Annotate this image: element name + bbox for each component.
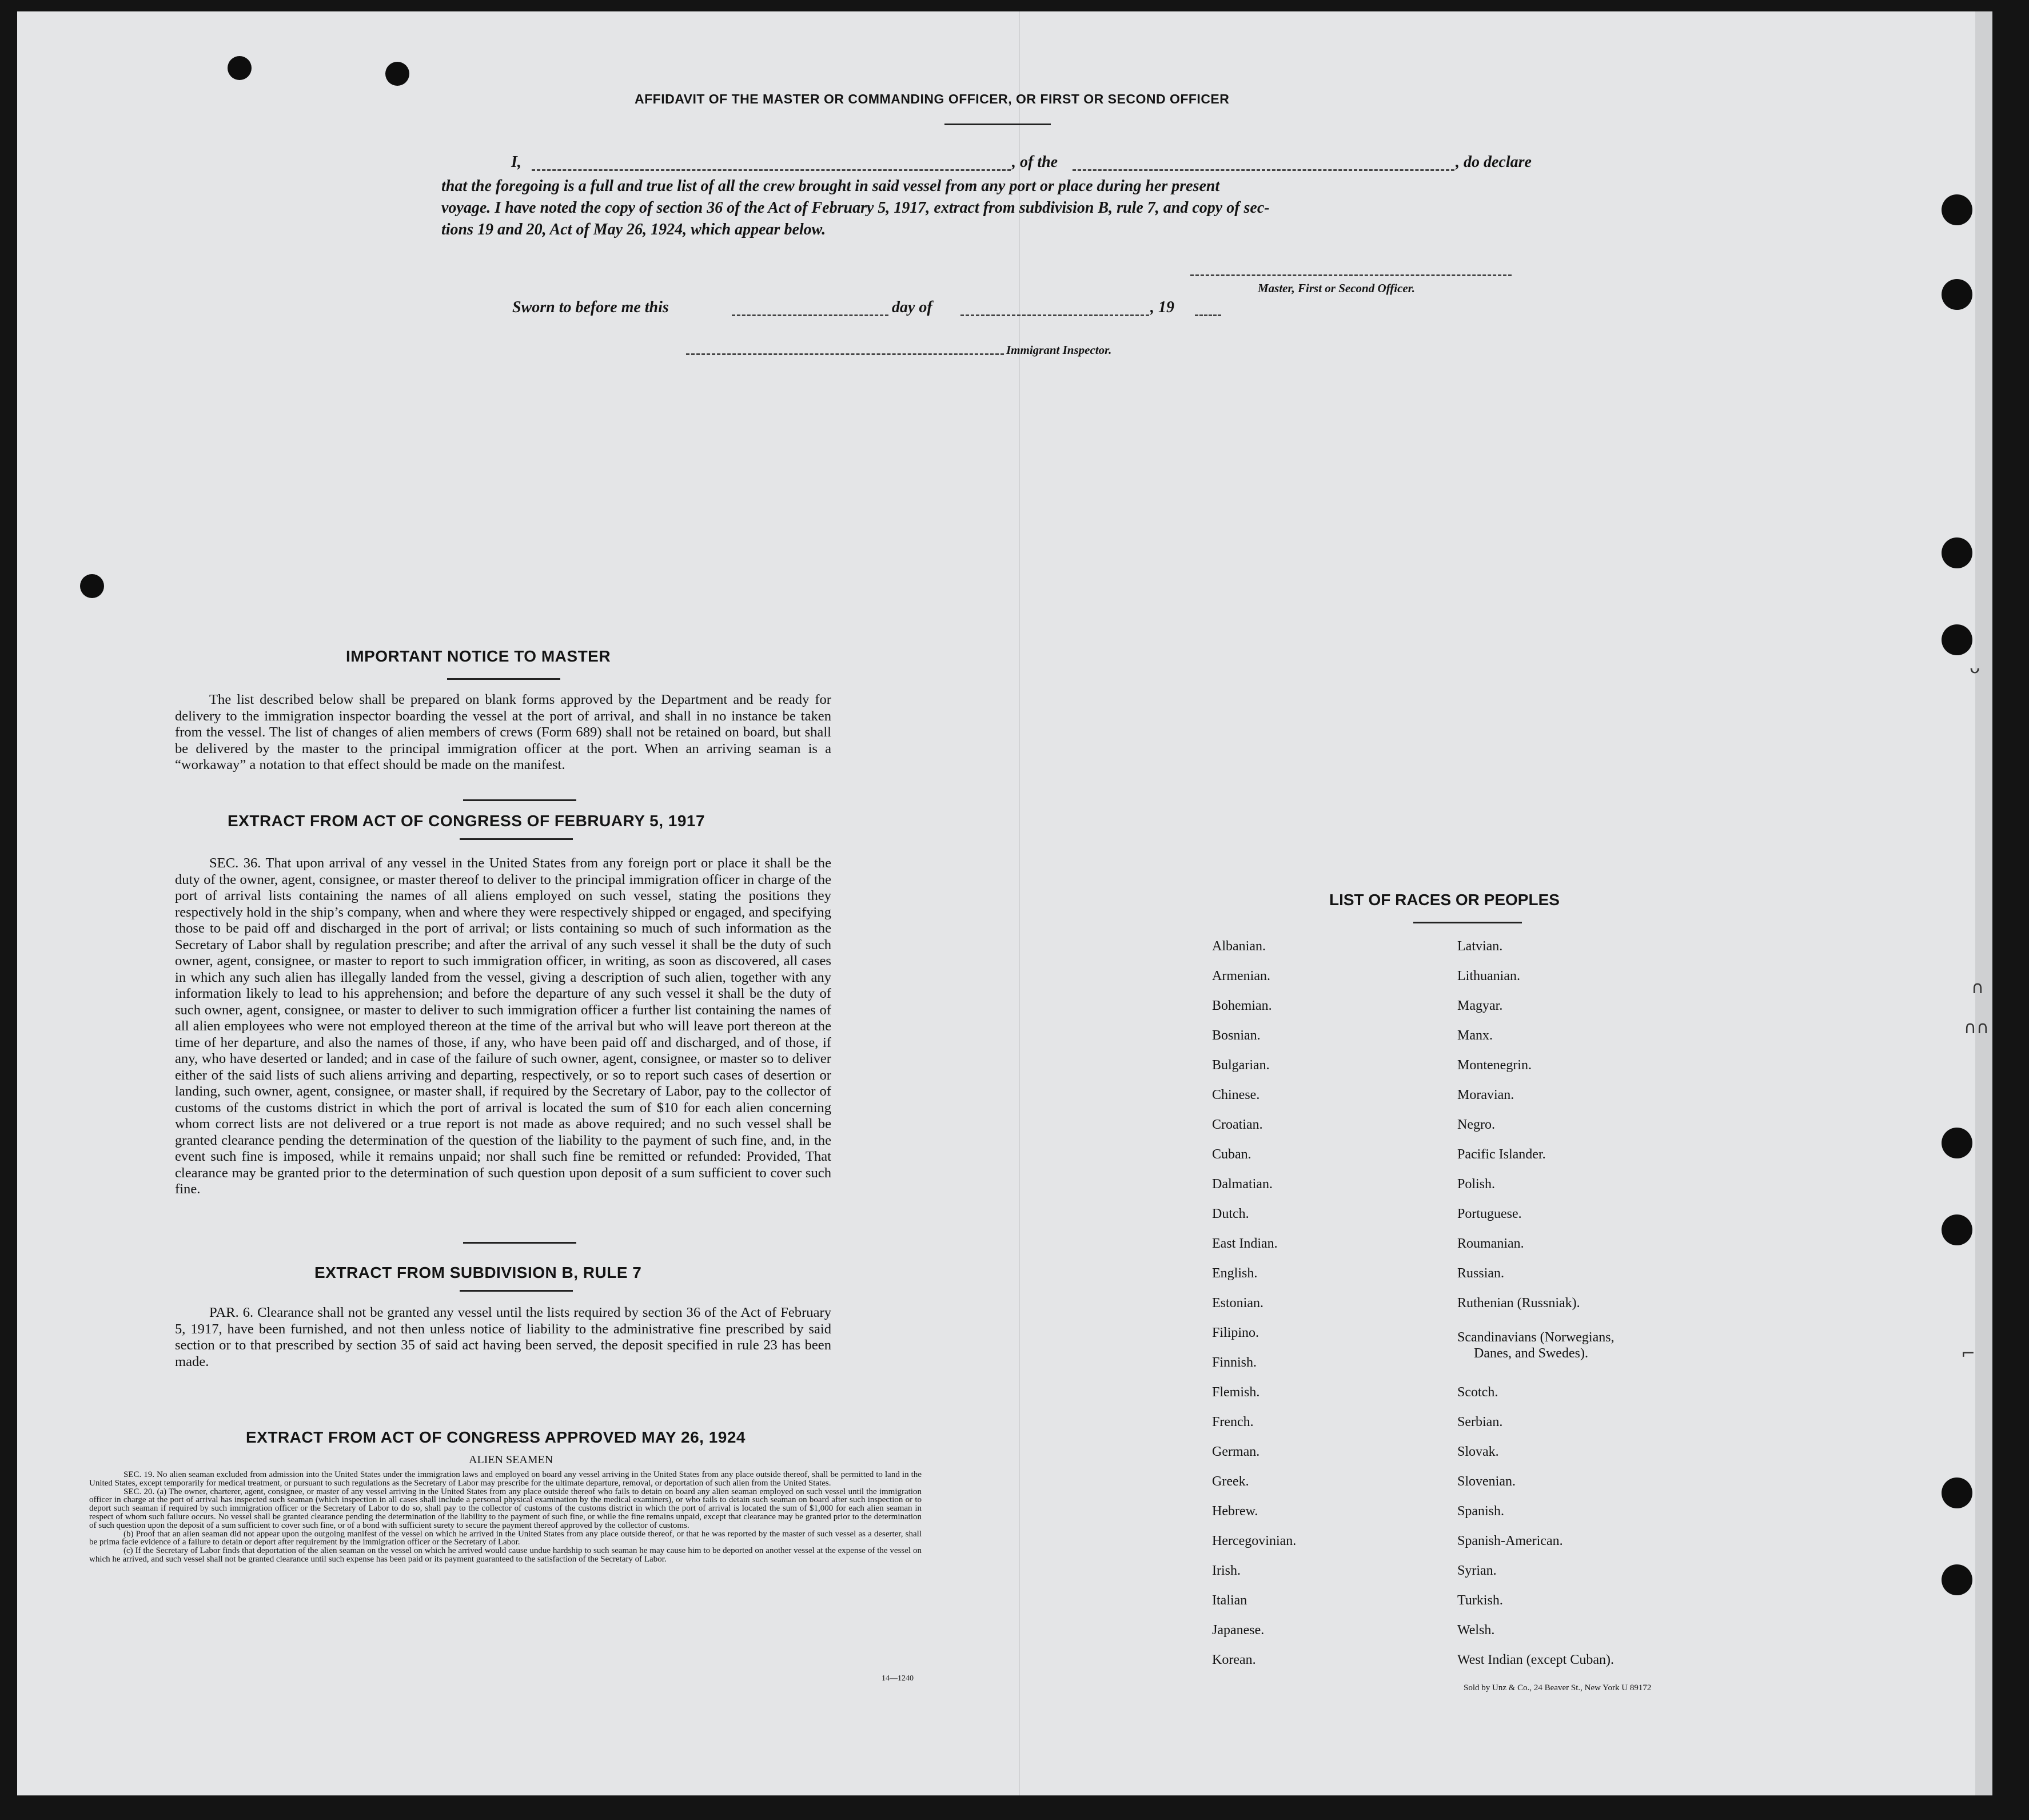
sec20c-text: (c) If the Secretary of Labor finds that deportation of the alien seaman on the vessel on which he arrived would cause undue hardship to such seaman he may cause him to be deported on another vessel at the expense of the vessel on which he arrived, and such vessel shall not be granted clearance until such expense has been paid or its payment guaranteed to the satisfaction of the Secretary of Labor. bbox=[89, 1546, 922, 1564]
master-caption: Master, First or Second Officer. bbox=[1258, 281, 1415, 295]
margin-mark: ⌐ bbox=[1961, 1344, 1976, 1364]
race-item: Bohemian. bbox=[1212, 998, 1272, 1013]
race-item: Irish. bbox=[1212, 1563, 1241, 1578]
punch-hole bbox=[1942, 1564, 1972, 1595]
sworn-month-field[interactable] bbox=[960, 314, 1149, 316]
race-item: Estonian. bbox=[1212, 1296, 1263, 1311]
section-divider bbox=[463, 799, 576, 801]
race-item: Dalmatian. bbox=[1212, 1177, 1273, 1192]
sec20a-text: SEC. 20. (a) The owner, charterer, agent, consignee, or master of any vessel arriving in the United States from any place outside thereof who fails to detain on board any alien seaman employed on such vessel until the immigration officer in charge at the port of arrival has inspected such seaman (which inspection in all cases shall include a personal physical examination by the medical examiners), or who fails to detain such seaman on board after such inspection or to deport such seaman if required by such immigration officer or the Secretary of Labor to do so, shall pay to the collector of customs of the customs district in which the port of arrival is located the sum of $1,000 for each alien seaman in respect of whom such failure occurs. No vessel shall be granted clearance pending the determination of the liability to the payment of such fine, or while the fine remains unpaid, except that clearance may be granted prior to the determination of such question upon the deposit of a sum sufficient to cover such fine, or of a bond with sufficient surety to secure the payment thereof approved by the collector of customs. bbox=[89, 1487, 922, 1530]
year-label: , 19 bbox=[1150, 298, 1174, 316]
extract-1924-block bbox=[89, 1471, 922, 1564]
race-item: Pacific Islander. bbox=[1457, 1147, 1546, 1162]
races-rule bbox=[1413, 922, 1522, 923]
race-item: Korean. bbox=[1212, 1652, 1256, 1667]
punch-hole bbox=[1942, 537, 1972, 568]
race-item: Danes, and Swedes). bbox=[1474, 1346, 1588, 1361]
race-item: Flemish. bbox=[1212, 1385, 1260, 1400]
punch-hole bbox=[228, 56, 252, 80]
extract-1924-title: EXTRACT FROM ACT OF CONGRESS APPROVED MAY 26, 1924 bbox=[246, 1428, 746, 1446]
notice-text-block bbox=[175, 692, 831, 774]
notice-text: The list described below shall be prepared on blank forms approved by the Department and be ready for delivery to the immigration inspector boarding the vessel at the port of arrival, and shall in no instance be taken from the vessel. The list of changes of alien members of crews (Form 689) shall not be retained on board, but shall be delivered by the master to the principal immigration officer at the port. When an arriving seaman is a “workaway” a notation to that effect should be made on the manifest. bbox=[175, 692, 831, 772]
race-item: Croatian. bbox=[1212, 1117, 1263, 1132]
race-item: Bosnian. bbox=[1212, 1028, 1261, 1043]
sworn-day-field[interactable] bbox=[732, 314, 888, 316]
race-item: East Indian. bbox=[1212, 1236, 1278, 1251]
inspector-signature-field[interactable] bbox=[686, 353, 1004, 355]
extract-1917-text: SEC. 36. That upon arrival of any vessel in the United States from any foreign port or place it shall be the duty of the owner, agent, consignee, or master thereof to deliver to the principal immigration officer in charge of the port of arrival lists containing the names of all aliens employed on such vessel, stating the positions they respectively hold in the ship’s company, when and where they were respectively shipped or engaged, and specifying those to be paid off and discharged in the port of arrival; or lists containing so much of such information as the Secretary of Labor shall by regulation prescribe; and after the arrival of any such vessel it shall be the duty of such owner, agent, consignee, or master to report to such immigration officer, in writing, as soon as discovered, all cases in which any such alien has illegally landed from the vessel, giving a description of such alien, together with any information likely to lead to his apprehension; and before the departure of any such vessel it shall be the duty of such owner, agent, consignee, or master to deliver to such immigration officer a further list containing the names of all alien employees who were not employed thereon at the time of the arrival but who will leave port thereon at the time of her departure, and also the names of those, if any, who have been paid off and discharged, and of those, if any, who have deserted or landed; and in case of the failure of such owner, agent, consignee, or master so to deliver either of the said lists of such aliens arriving and departing, respectively, or so to report such cases of desertion or landing, such owner, agent, consignee, or master shall, if required by the Secretary of Labor, pay to the collector of customs of the customs district in which the port of arrival is located the sum of $10 for each alien concerning whom correct lists are not delivered or a true report is not made as above required; and no such vessel shall be granted clearance pending the determination of the question of the liability to the payment of such fine, and, in the event such fine is imposed, while it remains unpaid; nor shall such fine be remitted or refunded: Provided, That clearance may be granted prior to the determination of such question upon deposit of a sum sufficient to cover such fine. bbox=[175, 855, 831, 1197]
margin-mark: ∩∩ bbox=[1964, 1018, 1989, 1038]
race-item: Ruthenian (Russniak). bbox=[1457, 1296, 1580, 1311]
affidavit-i-label: I, bbox=[511, 153, 521, 171]
punch-hole bbox=[1942, 1214, 1972, 1245]
sec19-text: SEC. 19. No alien seaman excluded from admission into the United States under the immigration laws and employed on board any vessel arriving in the United States from any place outside thereof, shall be permitted to land in the United States, except temporarily for medical treatment, or pursuant to such regulations as the Secretary of Labor may prescribe for the ultimate departure, removal, or deportation of such alien from the United States. bbox=[89, 1470, 922, 1488]
center-fold bbox=[1019, 11, 1020, 1795]
race-item: Negro. bbox=[1457, 1117, 1495, 1132]
margin-mark: ᴗ bbox=[1970, 658, 1980, 678]
race-item: Dutch. bbox=[1212, 1206, 1249, 1221]
race-item: Turkish. bbox=[1457, 1593, 1503, 1608]
extract-rule7-title: EXTRACT FROM SUBDIVISION B, RULE 7 bbox=[314, 1264, 642, 1281]
race-item: German. bbox=[1212, 1444, 1260, 1459]
race-item: Moravian. bbox=[1457, 1088, 1514, 1102]
sworn-year-field[interactable] bbox=[1195, 314, 1221, 316]
page-edge bbox=[1975, 11, 1992, 1795]
sec20b-text: (b) Proof that an alien seaman did not appear upon the outgoing manifest of the vessel on which he arrived in the United States from any place outside thereof, or that he was reported by the master of such vessel as a deserter, shall be prima facie evidence of a failure to detain or deport after requirement by the immigration officer or the Secretary of Labor. bbox=[89, 1529, 922, 1547]
race-item: Filipino. bbox=[1212, 1325, 1259, 1340]
race-item: Japanese. bbox=[1212, 1623, 1265, 1638]
race-item: Greek. bbox=[1212, 1474, 1249, 1489]
title-rule bbox=[944, 124, 1051, 125]
race-item: Hercegovinian. bbox=[1212, 1534, 1297, 1548]
race-item: Italian bbox=[1212, 1593, 1247, 1608]
race-item: Bulgarian. bbox=[1212, 1058, 1270, 1073]
extract-1917-title: EXTRACT FROM ACT OF CONGRESS OF FEBRUARY 5, 1917 bbox=[228, 812, 705, 830]
race-item: Slovak. bbox=[1457, 1444, 1499, 1459]
day-of-label: day of bbox=[892, 298, 932, 316]
form-page bbox=[17, 11, 1992, 1795]
race-item: English. bbox=[1212, 1266, 1258, 1281]
punch-hole bbox=[1942, 1477, 1972, 1508]
race-item: West Indian (except Cuban). bbox=[1457, 1652, 1614, 1667]
race-item: Magyar. bbox=[1457, 998, 1503, 1013]
affidavit-body-line: voyage. I have noted the copy of section 36 of the Act of February 5, 1917, extract from subdivision B, rule 7, and copy of sec- bbox=[441, 199, 1270, 217]
race-item: Manx. bbox=[1457, 1028, 1493, 1043]
affidavit-body-line: that the foregoing is a full and true list of all the crew brought in said vessel from any port or place during her present bbox=[441, 177, 1220, 195]
races-title: LIST OF RACES OR PEOPLES bbox=[1329, 891, 1560, 909]
punch-hole bbox=[1942, 279, 1972, 310]
race-item: Lithuanian. bbox=[1457, 969, 1520, 983]
extract-1917-block bbox=[175, 855, 831, 1198]
race-item: Slovenian. bbox=[1457, 1474, 1516, 1489]
race-item: Armenian. bbox=[1212, 969, 1270, 983]
race-item: French. bbox=[1212, 1415, 1254, 1429]
sold-by-imprint: Sold by Unz & Co., 24 Beaver St., New York U 89172 bbox=[1464, 1683, 1652, 1692]
master-name-field[interactable] bbox=[532, 169, 1011, 171]
section-divider bbox=[463, 1242, 576, 1244]
extract-1917-rule bbox=[460, 838, 573, 840]
race-item: Scotch. bbox=[1457, 1385, 1498, 1400]
punch-hole bbox=[1942, 1128, 1972, 1158]
race-item: Syrian. bbox=[1457, 1563, 1497, 1578]
race-item: Portuguese. bbox=[1457, 1206, 1522, 1221]
race-item: Serbian. bbox=[1457, 1415, 1503, 1429]
race-item: Montenegrin. bbox=[1457, 1058, 1532, 1073]
race-item: Spanish-American. bbox=[1457, 1534, 1563, 1548]
race-item: Albanian. bbox=[1212, 939, 1266, 954]
affidavit-body-line: tions 19 and 20, Act of May 26, 1924, which appear below. bbox=[441, 221, 826, 238]
race-item: Latvian. bbox=[1457, 939, 1503, 954]
alien-seamen-subtitle: ALIEN SEAMEN bbox=[469, 1453, 553, 1466]
margin-mark: ∩ bbox=[1971, 978, 1984, 998]
affidavit-of-the-label: , of the bbox=[1012, 153, 1058, 171]
form-number: 14—1240 bbox=[882, 1674, 914, 1683]
race-item: Finnish. bbox=[1212, 1355, 1257, 1370]
race-item: Scandinavians (Norwegians, bbox=[1457, 1330, 1615, 1345]
race-item: Cuban. bbox=[1212, 1147, 1251, 1162]
extract-rule7-rule bbox=[460, 1290, 573, 1292]
punch-hole bbox=[1942, 624, 1972, 655]
punch-hole bbox=[1942, 194, 1972, 225]
vessel-name-field[interactable] bbox=[1073, 169, 1454, 171]
extract-rule7-text: PAR. 6. Clearance shall not be granted any vessel until the lists required by section 36 of the Act of February 5, 1917, have been furnished, and not then unless notice of liability to the administrative fine prescribed by said section or to that prescribed by section 35 of said act having been served, the deposit specified in rule 23 has been made. bbox=[175, 1305, 831, 1369]
race-item: Russian. bbox=[1457, 1266, 1505, 1281]
notice-title: IMPORTANT NOTICE TO MASTER bbox=[346, 647, 611, 665]
race-item: Welsh. bbox=[1457, 1623, 1495, 1638]
inspector-caption: Immigrant Inspector. bbox=[1006, 343, 1112, 357]
affidavit-declare-label: , do declare bbox=[1456, 153, 1532, 171]
master-signature-field[interactable] bbox=[1190, 274, 1512, 276]
race-item: Spanish. bbox=[1457, 1504, 1505, 1519]
sworn-label: Sworn to before me this bbox=[512, 298, 669, 316]
race-item: Roumanian. bbox=[1457, 1236, 1524, 1251]
race-item: Polish. bbox=[1457, 1177, 1496, 1192]
race-item: Chinese. bbox=[1212, 1088, 1260, 1102]
extract-rule7-block bbox=[175, 1305, 831, 1370]
punch-hole bbox=[385, 62, 409, 86]
punch-hole bbox=[80, 574, 104, 598]
affidavit-title: AFFIDAVIT OF THE MASTER OR COMMANDING OFFICER, OR FIRST OR SECOND OFFICER bbox=[635, 91, 1230, 106]
race-item: Hebrew. bbox=[1212, 1504, 1258, 1519]
notice-rule bbox=[447, 678, 560, 680]
